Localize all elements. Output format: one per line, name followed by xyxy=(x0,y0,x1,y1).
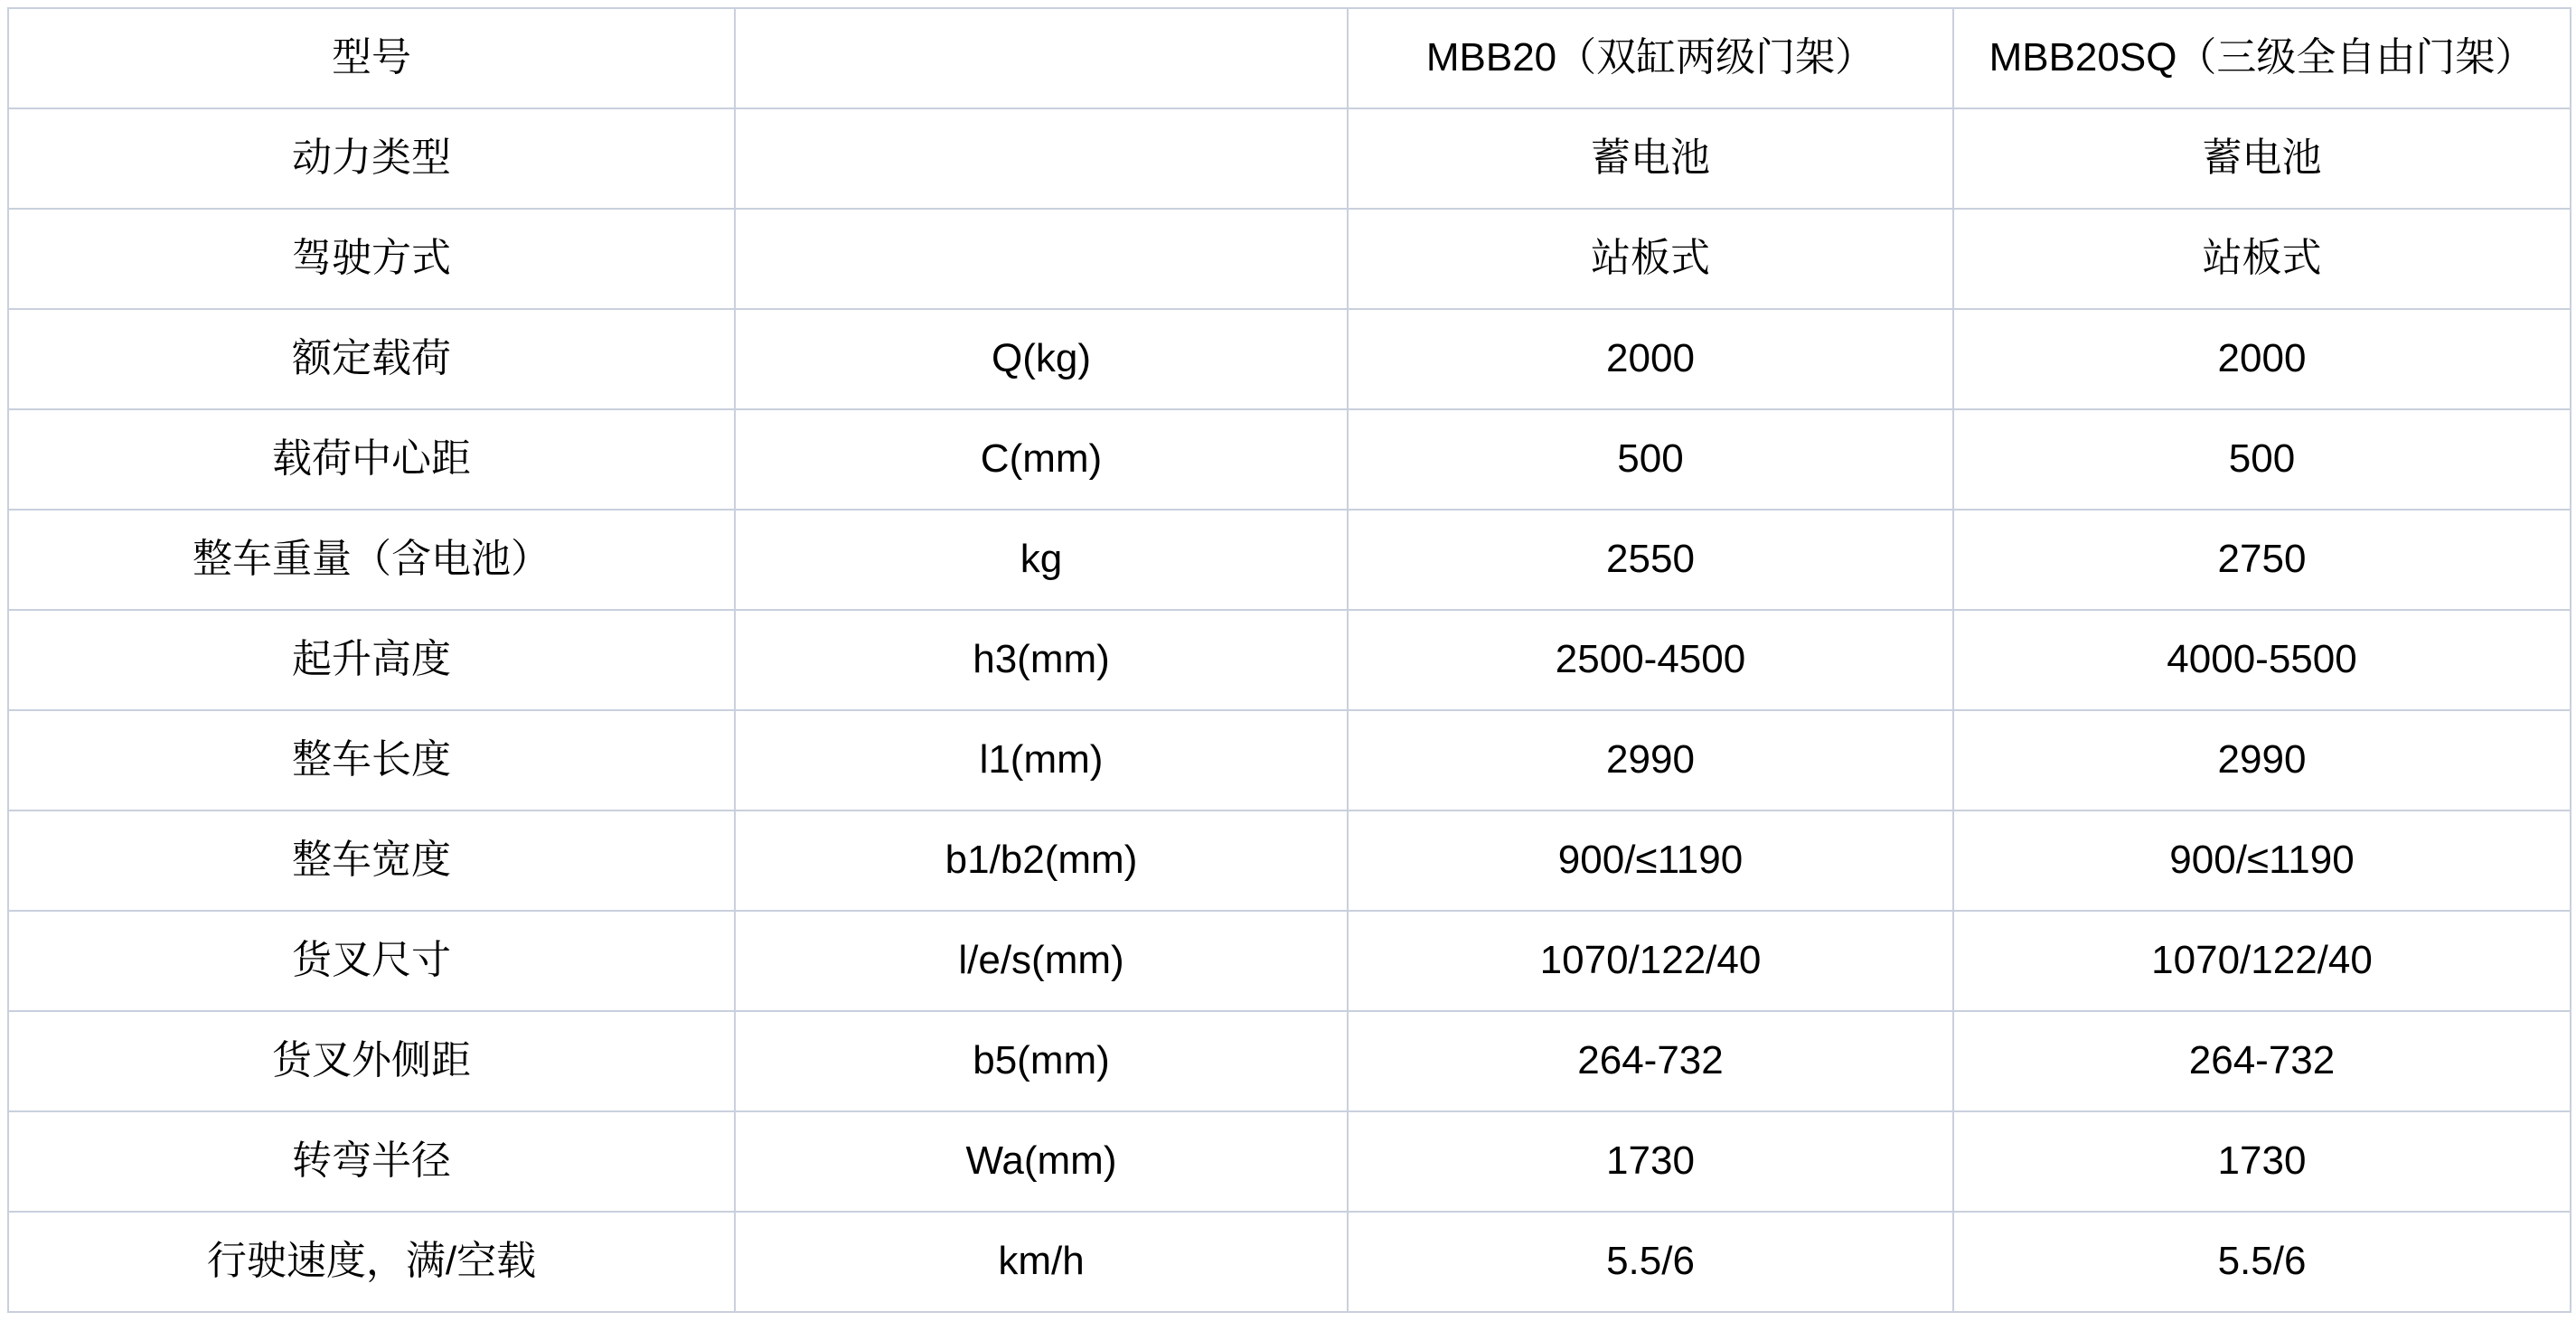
spec-label-cell: 额定载荷 xyxy=(8,309,735,409)
mbb20sq-value-cell: 5.5/6 xyxy=(1953,1212,2571,1312)
table-row xyxy=(8,409,2571,510)
spec-unit-cell: Wa(mm) xyxy=(735,1111,1348,1212)
mbb20sq-value-cell: 2750 xyxy=(1953,510,2571,610)
spec-label-cell: 起升高度 xyxy=(8,610,735,710)
spec-unit-cell: km/h xyxy=(735,1212,1348,1312)
table-row xyxy=(8,810,2571,911)
spec-label-cell: 货叉外侧距 xyxy=(8,1011,735,1111)
spec-label-cell: 货叉尺寸 xyxy=(8,911,735,1011)
mbb20sq-value-cell: 2990 xyxy=(1953,710,2571,810)
mbb20-value-cell: 2990 xyxy=(1348,710,1953,810)
mbb20sq-value-cell: 1730 xyxy=(1953,1111,2571,1212)
mbb20-value-cell: 2000 xyxy=(1348,309,1953,409)
mbb20sq-value-cell: 4000-5500 xyxy=(1953,610,2571,710)
table-row xyxy=(8,911,2571,1011)
spec-unit-cell xyxy=(735,209,1348,309)
spec-unit-cell: b5(mm) xyxy=(735,1011,1348,1111)
mbb20sq-value-cell: 站板式 xyxy=(1953,209,2571,309)
mbb20-value-cell: 1070/122/40 xyxy=(1348,911,1953,1011)
spec-label-cell: 转弯半径 xyxy=(8,1111,735,1212)
mbb20sq-value-cell: 2000 xyxy=(1953,309,2571,409)
mbb20sq-value-cell: 264-732 xyxy=(1953,1011,2571,1111)
mbb20sq-value-cell: 蓄电池 xyxy=(1953,108,2571,209)
table-row xyxy=(8,1212,2571,1312)
spec-label-cell: 整车宽度 xyxy=(8,810,735,911)
mbb20-value-cell: 2550 xyxy=(1348,510,1953,610)
table-row xyxy=(8,1111,2571,1212)
mbb20sq-value-cell: 900/≤1190 xyxy=(1953,810,2571,911)
mbb20sq-value-cell: MBB20SQ（三级全自由门架） xyxy=(1953,8,2571,108)
mbb20-value-cell: 蓄电池 xyxy=(1348,108,1953,209)
mbb20-value-cell: 1730 xyxy=(1348,1111,1953,1212)
spec-label-cell: 动力类型 xyxy=(8,108,735,209)
mbb20-value-cell: 900/≤1190 xyxy=(1348,810,1953,911)
table-row xyxy=(8,510,2571,610)
spec-label-cell: 载荷中心距 xyxy=(8,409,735,510)
table-row xyxy=(8,710,2571,810)
spec-table-body xyxy=(8,8,2571,1312)
spec-unit-cell: Q(kg) xyxy=(735,309,1348,409)
spec-unit-cell: kg xyxy=(735,510,1348,610)
spec-unit-cell: C(mm) xyxy=(735,409,1348,510)
spec-label-cell: 型号 xyxy=(8,8,735,108)
mbb20-value-cell: 500 xyxy=(1348,409,1953,510)
table-row xyxy=(8,610,2571,710)
spec-label-cell: 整车重量（含电池） xyxy=(8,510,735,610)
mbb20-value-cell: 2500-4500 xyxy=(1348,610,1953,710)
forklift-spec-table xyxy=(7,7,2571,1313)
spec-unit-cell xyxy=(735,8,1348,108)
mbb20-value-cell: MBB20（双缸两级门架） xyxy=(1348,8,1953,108)
table-row xyxy=(8,8,2571,108)
table-row xyxy=(8,108,2571,209)
spec-unit-cell xyxy=(735,108,1348,209)
mbb20-value-cell: 站板式 xyxy=(1348,209,1953,309)
spec-label-cell: 行驶速度，满/空载 xyxy=(8,1212,735,1312)
spec-unit-cell: l/e/s(mm) xyxy=(735,911,1348,1011)
mbb20-value-cell: 264-732 xyxy=(1348,1011,1953,1111)
spec-label-cell: 驾驶方式 xyxy=(8,209,735,309)
spec-label-cell: 整车长度 xyxy=(8,710,735,810)
table-row xyxy=(8,309,2571,409)
mbb20sq-value-cell: 1070/122/40 xyxy=(1953,911,2571,1011)
spec-unit-cell: l1(mm) xyxy=(735,710,1348,810)
spec-unit-cell: h3(mm) xyxy=(735,610,1348,710)
mbb20sq-value-cell: 500 xyxy=(1953,409,2571,510)
table-row xyxy=(8,1011,2571,1111)
table-row xyxy=(8,209,2571,309)
mbb20-value-cell: 5.5/6 xyxy=(1348,1212,1953,1312)
spec-unit-cell: b1/b2(mm) xyxy=(735,810,1348,911)
